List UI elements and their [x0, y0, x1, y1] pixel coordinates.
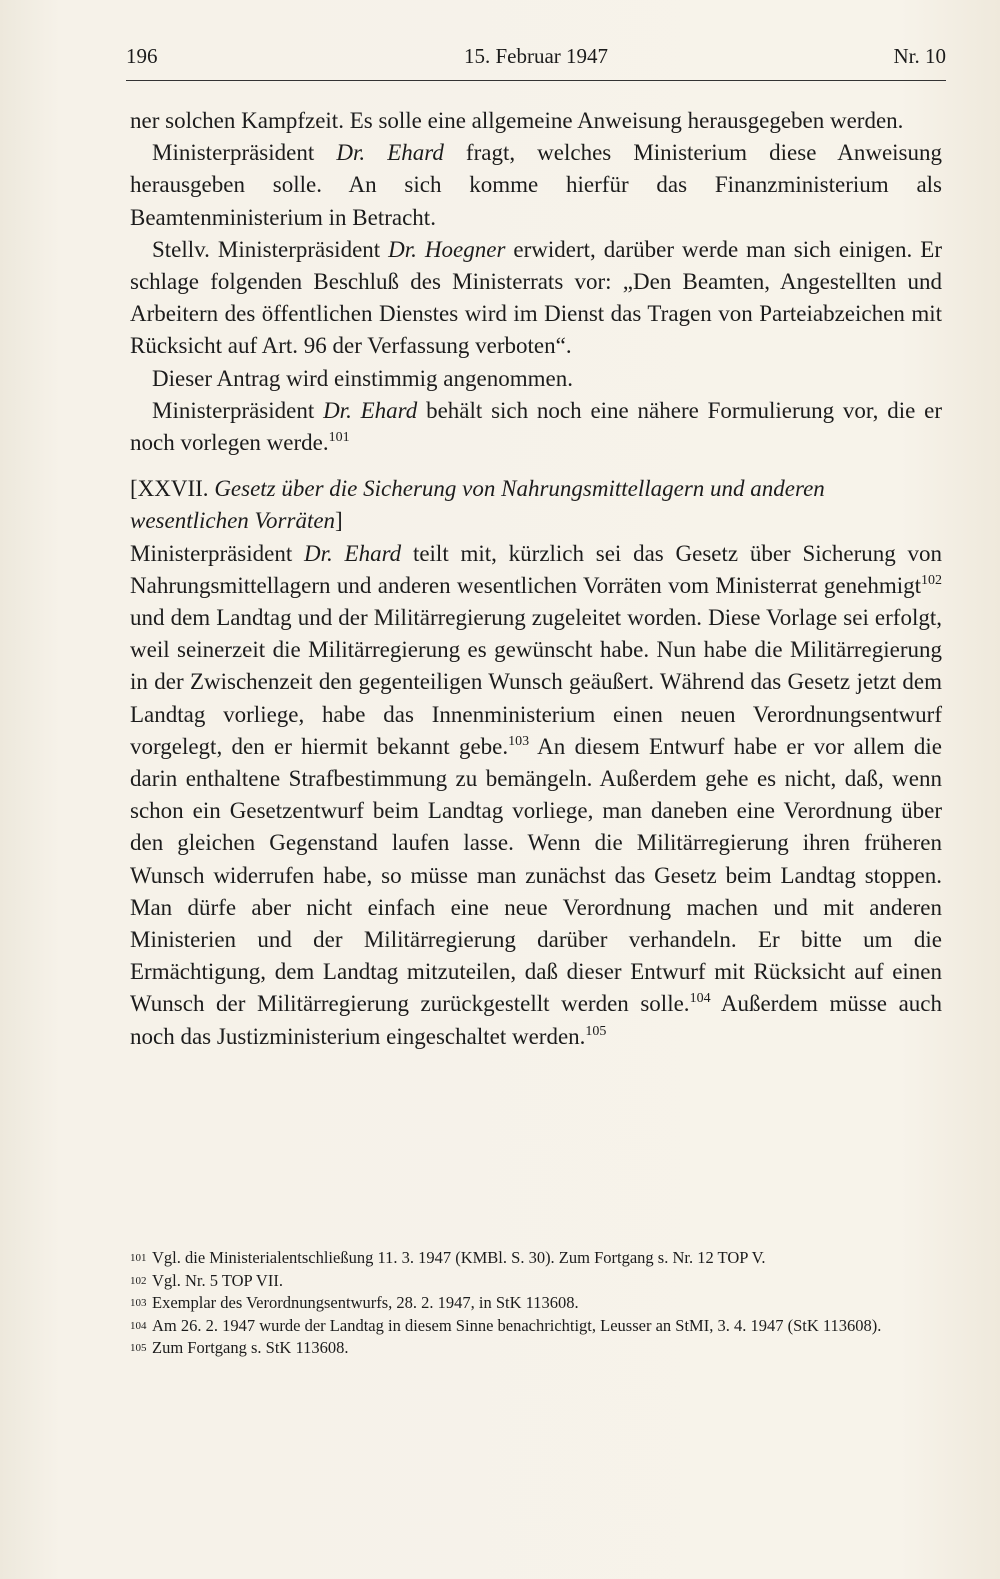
- header-issue-number: Nr. 10: [893, 44, 946, 68]
- footnote-number: 105: [130, 1342, 147, 1355]
- footnote-reference: 103: [508, 733, 530, 749]
- text-run: ner solchen Kampfzeit. Es solle eine allgemeine Anweisung herausgegeben werden.: [130, 108, 904, 133]
- footnote-text: Am 26. 2. 1947 wurde der Landtag in diesem Sinne benachrichtigt, Leusser an StMI, 3. 4. 1947 (StK 113608).: [152, 1315, 882, 1335]
- page-number: 196: [126, 44, 158, 68]
- person-name: Dr. Ehard: [336, 140, 444, 166]
- footnote-reference: 104: [689, 991, 711, 1007]
- footnote: [130, 1270, 946, 1293]
- footnotes: [130, 1247, 946, 1360]
- text-run: Ministerpräsident: [130, 540, 305, 566]
- text-run: Ministerpräsident: [152, 397, 324, 423]
- footnote: [130, 1292, 946, 1315]
- footnote: [130, 1337, 946, 1360]
- text-run: fragt, welches Ministerium diese Anweisung herausgeben solle. An sich komme hierfür das Finanzministerium als Beamtenministerium in Betracht.: [130, 140, 942, 230]
- footnote-text: Zum Fortgang s. StK 113608.: [152, 1338, 349, 1358]
- text-run: teilt mit, kürzlich sei das Gesetz über Sicherung von Nahrungsmittellagern und anderen wesentlichen Vorräten vom Ministerrat genehmigt: [130, 540, 942, 598]
- text-run: und dem Landtag und der Militärregierung zugeleitet worden. Diese Vorlage sei erfolgt, weil seinerzeit die Militärregierung es gewünscht habe. Nun habe die Militärregierung in der Zwischenzeit den gegenteiligen Wunsch geäußert. Während das Gesetz jetzt dem Landtag vorliege, habe das Innenministerium einen neuen Verordnungsentwurf vorgelegt, den er hiermit bekannt gebe.: [130, 605, 942, 759]
- footnote: [130, 1315, 946, 1338]
- section-heading-prefix: [XXVII.: [130, 476, 215, 502]
- footnote-text: Exemplar des Verordnungsentwurfs, 28. 2. 1947, in StK 113608.: [152, 1293, 579, 1313]
- text-run: Außerdem müsse auch noch das Justizministerium eingeschaltet werden.: [130, 991, 942, 1049]
- person-name: Dr. Hoegner: [388, 236, 506, 262]
- footnote-text: Vgl. die Ministerialentschließung 11. 3. 1947 (KMBl. S. 30). Zum Fortgang s. Nr. 12 TOP V.: [152, 1248, 766, 1267]
- header-date: 15. Februar 1947: [463, 44, 609, 68]
- paragraph: [130, 538, 942, 1053]
- text-run: Dieser Antrag wird einstimmig angenommen.: [152, 365, 573, 391]
- person-name: Dr. Ehard: [304, 540, 402, 566]
- header-rule: [126, 80, 946, 81]
- footnote-reference: 101: [328, 430, 350, 446]
- footnote-reference: 102: [921, 572, 942, 588]
- paragraph: [130, 105, 942, 137]
- footnote-number: 103: [130, 1297, 147, 1310]
- section-heading-suffix: ]: [335, 508, 343, 534]
- paragraph: [130, 363, 942, 395]
- main-text: [130, 105, 942, 1053]
- text-run: erwidert, darüber werde man sich einigen. Er schlage folgenden Beschluß des Ministerrats vor: „Den Beamten, Angestellten und Arbeitern des öffentlichen Dienstes wird im Dienst das Tragen von Parteiabzeichen mit Rücksicht auf Art. 96 der Verfassung verboten“.: [130, 236, 942, 359]
- section-paragraph-group: [130, 538, 942, 1053]
- text-run: Stellv. Ministerpräsident: [152, 236, 389, 262]
- page-header: [126, 44, 946, 74]
- footnote-number: 104: [130, 1319, 147, 1332]
- text-run: behält sich noch eine nähere Formulierung vor, die er noch vorlegen werde.: [130, 397, 942, 456]
- section-heading: [130, 473, 942, 537]
- paragraph: [130, 137, 942, 234]
- footnote-reference: 105: [585, 1023, 607, 1039]
- section-heading-title: Gesetz über die Sicherung von Nahrungsmittellagern und anderen wesentlichen Vorräten: [130, 476, 825, 534]
- paragraph: [130, 395, 942, 459]
- footnote: [130, 1247, 946, 1270]
- paragraph-group: [130, 105, 942, 459]
- paragraph: [130, 234, 942, 363]
- footnote-text: Vgl. Nr. 5 TOP VII.: [152, 1270, 283, 1290]
- footnote-number: 101: [130, 1252, 147, 1264]
- text-run: Ministerpräsident: [152, 140, 337, 166]
- person-name: Dr. Ehard: [323, 397, 418, 423]
- footnote-number: 102: [130, 1274, 147, 1287]
- text-run: An diesem Entwurf habe er vor allem die darin enthaltene Strafbestimmung zu bemängeln. Außerdem gehe es nicht, daß, wenn schon ein Gesetzentwurf beim Landtag vorliege, man daneben eine Verordnung über den gleichen Gegenstand laufen lasse. Wenn die Militärregierung ihren früheren Wunsch widerrufen habe, so müsse man zunächst das Gesetz beim Landtag stoppen. Man dürfe aber nicht einfach eine neue Verordnung machen und mit anderen Ministerien und der Militärregierung darüber verhandeln. Er bitte um die Ermächtigung, dem Landtag mitzuteilen, daß dieser Entwurf mit Rücksicht auf einen Wunsch der Militärregierung zurückgestellt werden solle.: [130, 733, 942, 1017]
